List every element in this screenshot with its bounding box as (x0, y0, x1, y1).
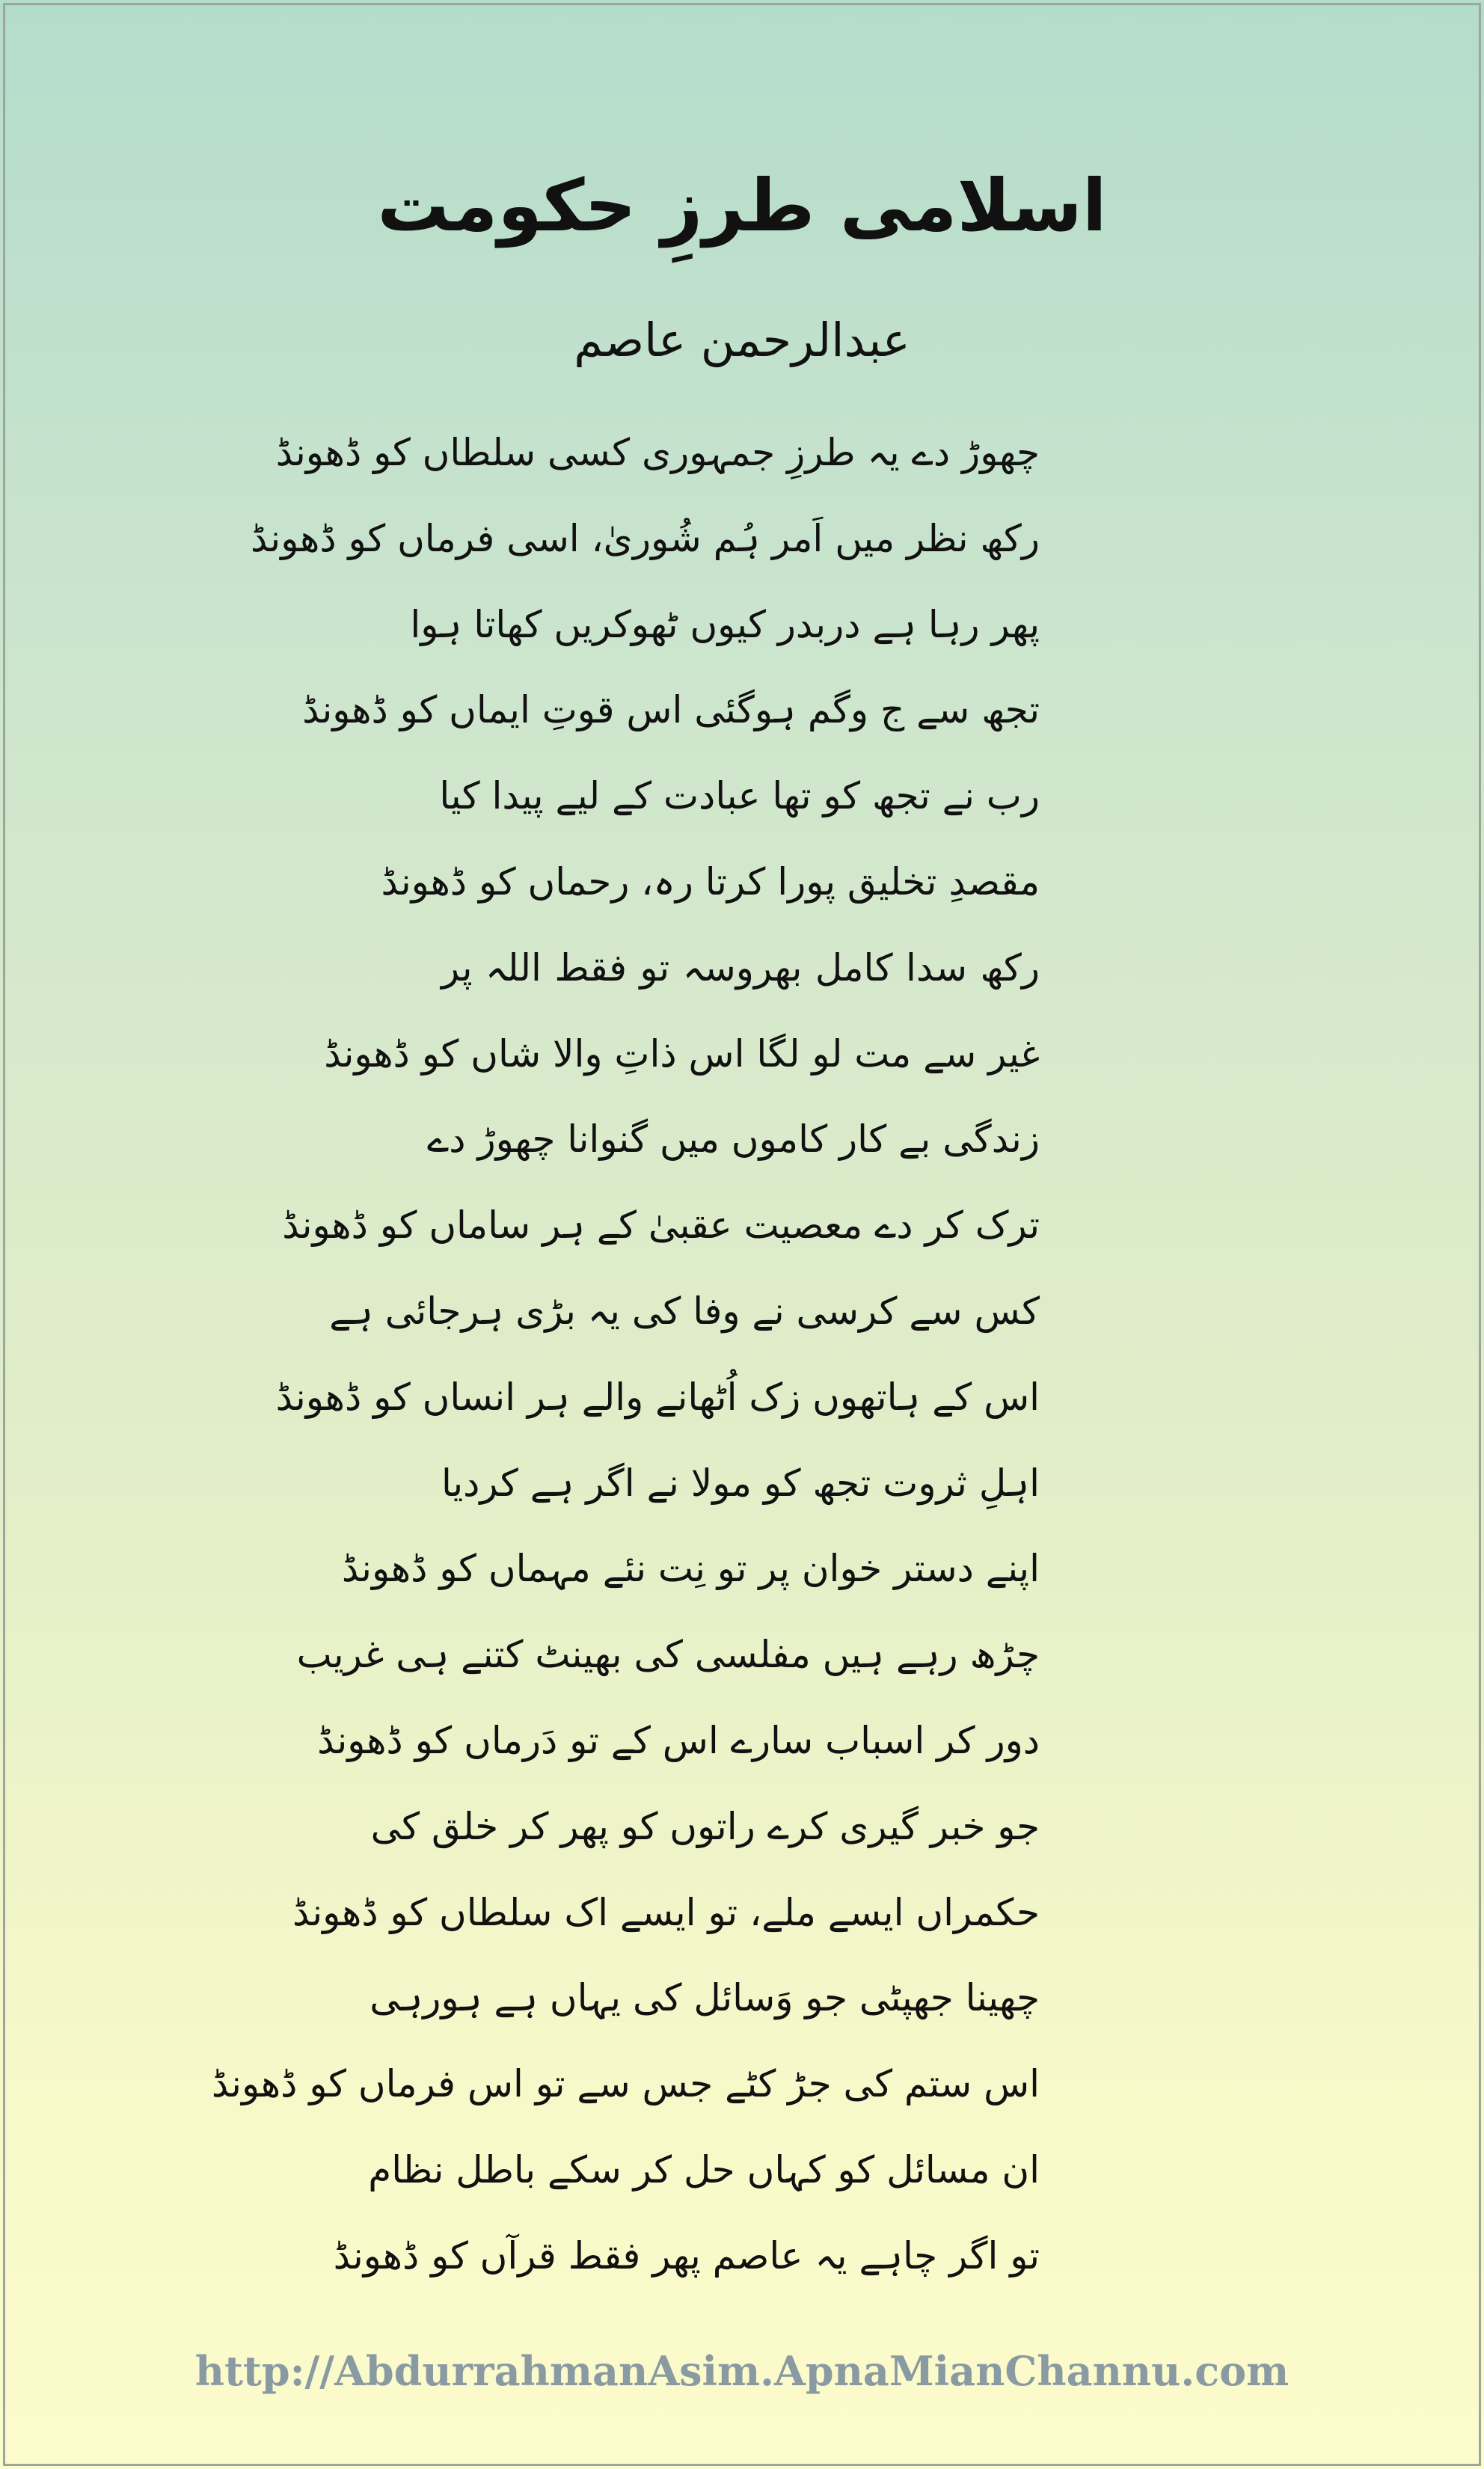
poem-line: تجھ سے ج وگم ہوگئی اس قوتِ ایماں کو ڈھونڈ (302, 688, 1040, 732)
poem-line: رکھ سدا کامل بھروسہ تو فقط اللہ پر (441, 945, 1040, 990)
poem-line: ان مسائل کو کہاں حل کر سکے باطل نظام (368, 2147, 1040, 2192)
poem-body (211, 410, 1040, 2299)
poem-title: اسلامی طرزِ حکومت (377, 164, 1107, 248)
poem-line: دور کر اسباب سارے اس کے تو دَرماں کو ڈھونڈ (317, 1718, 1040, 1762)
poem-line: مقصدِ تخلیق پورا کرتا رہ، رحماں کو ڈھونڈ (381, 859, 1040, 904)
poem-line: غیر سے مت لو لگا اس ذاتِ والا شاں کو ڈھونڈ (324, 1031, 1040, 1076)
poem-line: چھینا جھپٹی جو وَسائل کی یہاں ہے ہورہی (370, 1976, 1040, 2020)
poem-line: اہلِ ثروت تجھ کو مولا نے اگر ہے کردیا (441, 1461, 1040, 1505)
poem-line: ترک کر دے معصیت عقبیٰ کے ہر ساماں کو ڈھونڈ (282, 1203, 1040, 1248)
poem-line: حکمراں ایسے ملے، تو ایسے اک سلطاں کو ڈھونڈ (292, 1890, 1040, 1934)
poem-line: اپنے دستر خوان پر تو نِت نئے مہماں کو ڈھونڈ (341, 1547, 1040, 1591)
poem-line: جو خبر گیری کرے راتوں کو پھر کر خلق کی (370, 1804, 1040, 1848)
poem-line: تو اگر چاہے یہ عاصم پھر فقط قرآں کو ڈھونڈ (333, 2233, 1040, 2278)
website-link[interactable]: http://AbdurrahmanAsim.ApnaMianChannu.com (194, 2347, 1290, 2395)
poem-line: کس سے کرسی نے وفا کی یہ بڑی ہرجائی ہے (329, 1289, 1040, 1333)
author-name: عبدالرحمن عاصم (574, 313, 910, 367)
poem-line: رب نے تجھ کو تھا عبادت کے لیے پیدا کیا (439, 774, 1040, 818)
poem-line: زندگی بے کار کاموں میں گنوانا چھوڑ دے (427, 1117, 1040, 1162)
poem-line: چھوڑ دے یہ طرزِ جمہوری کسی سلطاں کو ڈھونڈ (275, 431, 1040, 474)
poem-line: پھر رہا ہے دربدر کیوں ٹھوکریں کھاتا ہوا (410, 602, 1040, 646)
poem-line: رکھ نظر میں اَمر ہُم شُوریٰ، اسی فرماں کو ڈھونڈ (251, 516, 1040, 560)
poem-line: اس کے ہاتھوں زک اُٹھانے والے ہر انساں کو ڈھونڈ (275, 1375, 1040, 1419)
poem-line: اس ستم کی جڑ کٹے جس سے تو اس فرماں کو ڈھونڈ (211, 2062, 1040, 2106)
poem-line: چڑھ رہے ہیں مفلسی کی بھینٹ کتنے ہی غریب (296, 1633, 1040, 1677)
